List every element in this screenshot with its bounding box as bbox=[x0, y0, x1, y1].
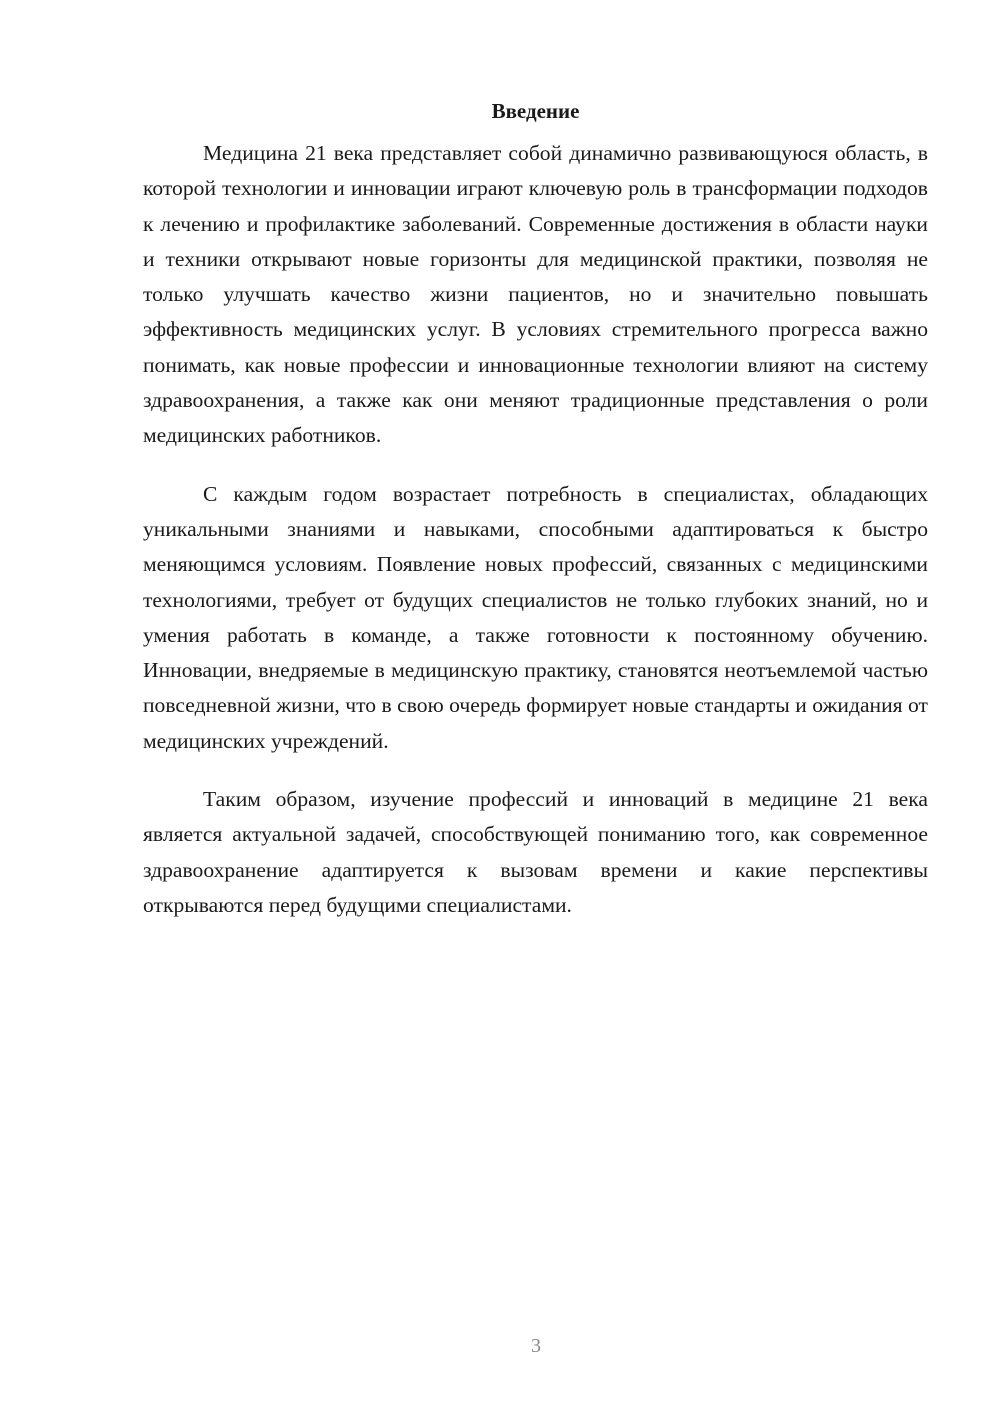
page-number: 3 bbox=[531, 1335, 541, 1357]
section-heading: Введение bbox=[491, 99, 580, 123]
page-content bbox=[143, 96, 928, 946]
paragraph-3: Таким образом, изучение профессий и инноваций в медицине 21 века является актуальной задачей, способствующей пониманию того, как современное здравоохранение адаптируется к вызовам времени и какие перспективы открываются перед будущими специалистами. bbox=[143, 787, 928, 917]
paragraph-2: С каждым годом возрастает потребность в специалистах, обладающих уникальными знаниями и навыками, способными адаптироваться к быстро меняющимся условиям. Появление новых профессий, связанных с медицинскими технологиями, требует от будущих специалистов не только глубоких знаний, но и умения работать в команде, а также готовности к постоянному обучению. Инновации, внедряемые в медицинскую практику, становятся неотъемлемой частью повседневной жизни, что в свою очередь формирует новые стандарты и ожидания от медицинских учреждений. bbox=[143, 481, 928, 753]
paragraph-1: Медицина 21 века представляет собой динамично развивающуюся область, в которой технологии и инновации играют ключевую роль в трансформации подходов к лечению и профилактике заболеваний. Современные достижения в области науки и техники открывают новые горизонты для медицинской практики, позволяя не только улучшать качество жизни пациентов, но и значительно повышать эффективность медицинских услуг. В условиях стремительного прогресса важно понимать, как новые профессии и инновационные технологии влияют на систему здравоохранения, а также как они меняют традиционные представления о роли медицинских работников. bbox=[143, 141, 928, 448]
